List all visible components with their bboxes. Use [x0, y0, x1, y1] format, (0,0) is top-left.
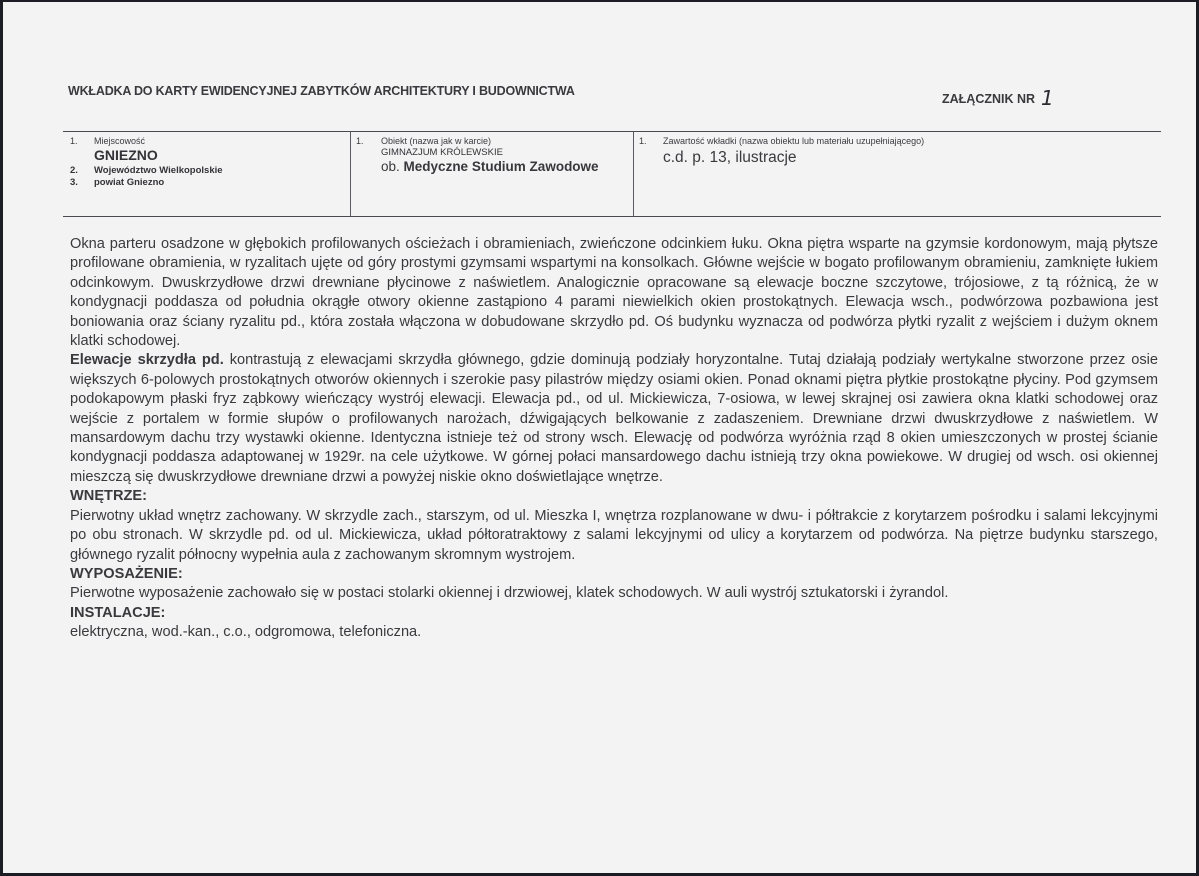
south-wing-text: kontrastują z elewacjami skrzydła głównego, gdzie dominują podziały horyzontalne. Tutaj działają podziały wertykalne stworzone przez osie większych 6-polowych prostokątnych otworów okiennych i szerokie pasy pilastrów między osiami okien. Ponad oknami piętra płytkie prostokątne płyciny. Pod gzymsem podokapowym płaski fryz ząbkowy wieńczący wystrój elewacji. Elewacja pd., od ul. Mickiewicza, 7-osiowa, w lewej skrajnej osi zawiera okna klatki schodowej oraz wejście z portalem w formie słupów o profilowanych narożach, dźwigających belkowanie z zadaszeniem. Drewniane drzwi dwuskrzydłowe z naświetlem. W mansardowym dachu trzy wystawki okienne. Identyczna istnieje też od strony wsch. Elewację od podwórza wyróżnia rząd 8 okien umieszczonych w prostej ścianie kondygnacji poddasza adaptowanej w 1929r. na cele użytkowe. W górnej połaci mansardowego dachu istnieją trzy okna powiekowe. W drugiej od wsch. osi okiennej mieszczą się dwuskrzydłowe drewniane drzwi a powyżej niskie okno doświetlające wnętrze. [70, 352, 1158, 485]
attachment-label-text: ZAŁĄCZNIK NR [942, 92, 1036, 106]
info-table [63, 131, 1161, 217]
object-name: GIMNAZJUM KRÓLEWSKIE [381, 147, 503, 158]
object-label: Obiekt (nazwa jak w karcie) [381, 136, 492, 146]
content-cell [633, 132, 1161, 216]
object-current-name [381, 159, 599, 174]
location-item-number-2: 2. [70, 165, 78, 176]
interior-text: Pierwotny układ wnętrz zachowany. W skrzydle zach., starszym, od ul. Mieszka I, wnętrza rozplanowane w dwu- i półtrakcie z korytarzem pośrodku i salami lekcyjnymi po obu stronach. W skrzydle pd. od ul. Mickiewicza, układ półtoratraktowy z salami lekcyjnymi od ulicy a korytarzem od podwórza. Na piętrze budynku starszego, głównego ryzalit północny wypełnia aula z zachowanym skromnym wystrojem. [70, 507, 1158, 563]
south-wing-heading: Elewacje skrzydła pd. [70, 352, 224, 369]
object-cell [350, 132, 634, 216]
south-wing-description [70, 351, 1158, 487]
installations-text: elektryczna, wod.-kan., c.o., odgromowa, telefoniczna. [70, 624, 422, 641]
interior-heading: WNĘTRZE: [70, 488, 148, 505]
object-current-value: Medyczne Studium Zawodowe [403, 159, 599, 174]
location-item-number-3: 3. [70, 177, 78, 188]
equipment-heading: WYPOSAŻENIE: [70, 565, 183, 582]
county: powiat Gniezno [94, 177, 165, 188]
document-title: WKŁADKA DO KARTY EWIDENCYJNEJ ZABYTKÓW ARCHITEKTURY I BUDOWNICTWA [68, 84, 575, 98]
location-cell [63, 132, 351, 216]
description-body [70, 235, 1158, 643]
content-value: c.d. p. 13, ilustracje [663, 149, 797, 166]
location-item-number-1: 1. [70, 136, 78, 146]
equipment-text: Pierwotne wyposażenie zachowało się w postaci stolarki okiennej i drzwiowej, klatek schodowych. W auli wystrój sztukatorski i żyrandol. [70, 585, 949, 602]
voivodeship: Województwo Wielkopolskie [94, 165, 223, 176]
document-page [3, 2, 1196, 873]
city-name: GNIEZNO [94, 147, 158, 163]
content-item-number: 1. [639, 136, 647, 146]
object-current-prefix: ob. [381, 159, 400, 174]
attachment-label [942, 84, 1054, 108]
location-label: Miejscowość [94, 136, 146, 146]
attachment-number: 1 [1041, 86, 1054, 110]
object-item-number: 1. [356, 136, 364, 146]
facade-description: Okna parteru osadzone w głębokich profilowanych ościeżach i obramieniach, zwieńczone odcinkiem łuku. Okna piętra wsparte na gzymsie kordonowym, mają płytsze profilowane obramienia, w ryzalitach ujęte od góry prostymi gzymsami wspartymi na konsolkach. Główne wejście w bogato profilowanym obramieniu, zamknięte łukiem odcinkowym. Dwuskrzydłowe drzwi drewniane płycinowe z naświetlem. Analogicznie opracowane są elewacje boczne szczytowe, trójosiowe, z tą różnicą, że w kondygnacji poddasza od południa okrągłe otwory okienne zastąpiono 4 parami niewielkich okien prostokątnych. Elewacja wsch., podwórzowa pozbawiona jest boniowania oraz ściany ryzalitu pd., która została włączona w dobudowane skrzydło pd. Oś budynku wyznacza od podwórza płytki ryzalit z wejściem i dużym oknem klatki schodowej. [70, 236, 1158, 350]
content-label: Zawartość wkładki (nazwa obiektu lub materiału uzupełniającego) [663, 136, 925, 146]
installations-heading: INSTALACJE: [70, 604, 166, 621]
